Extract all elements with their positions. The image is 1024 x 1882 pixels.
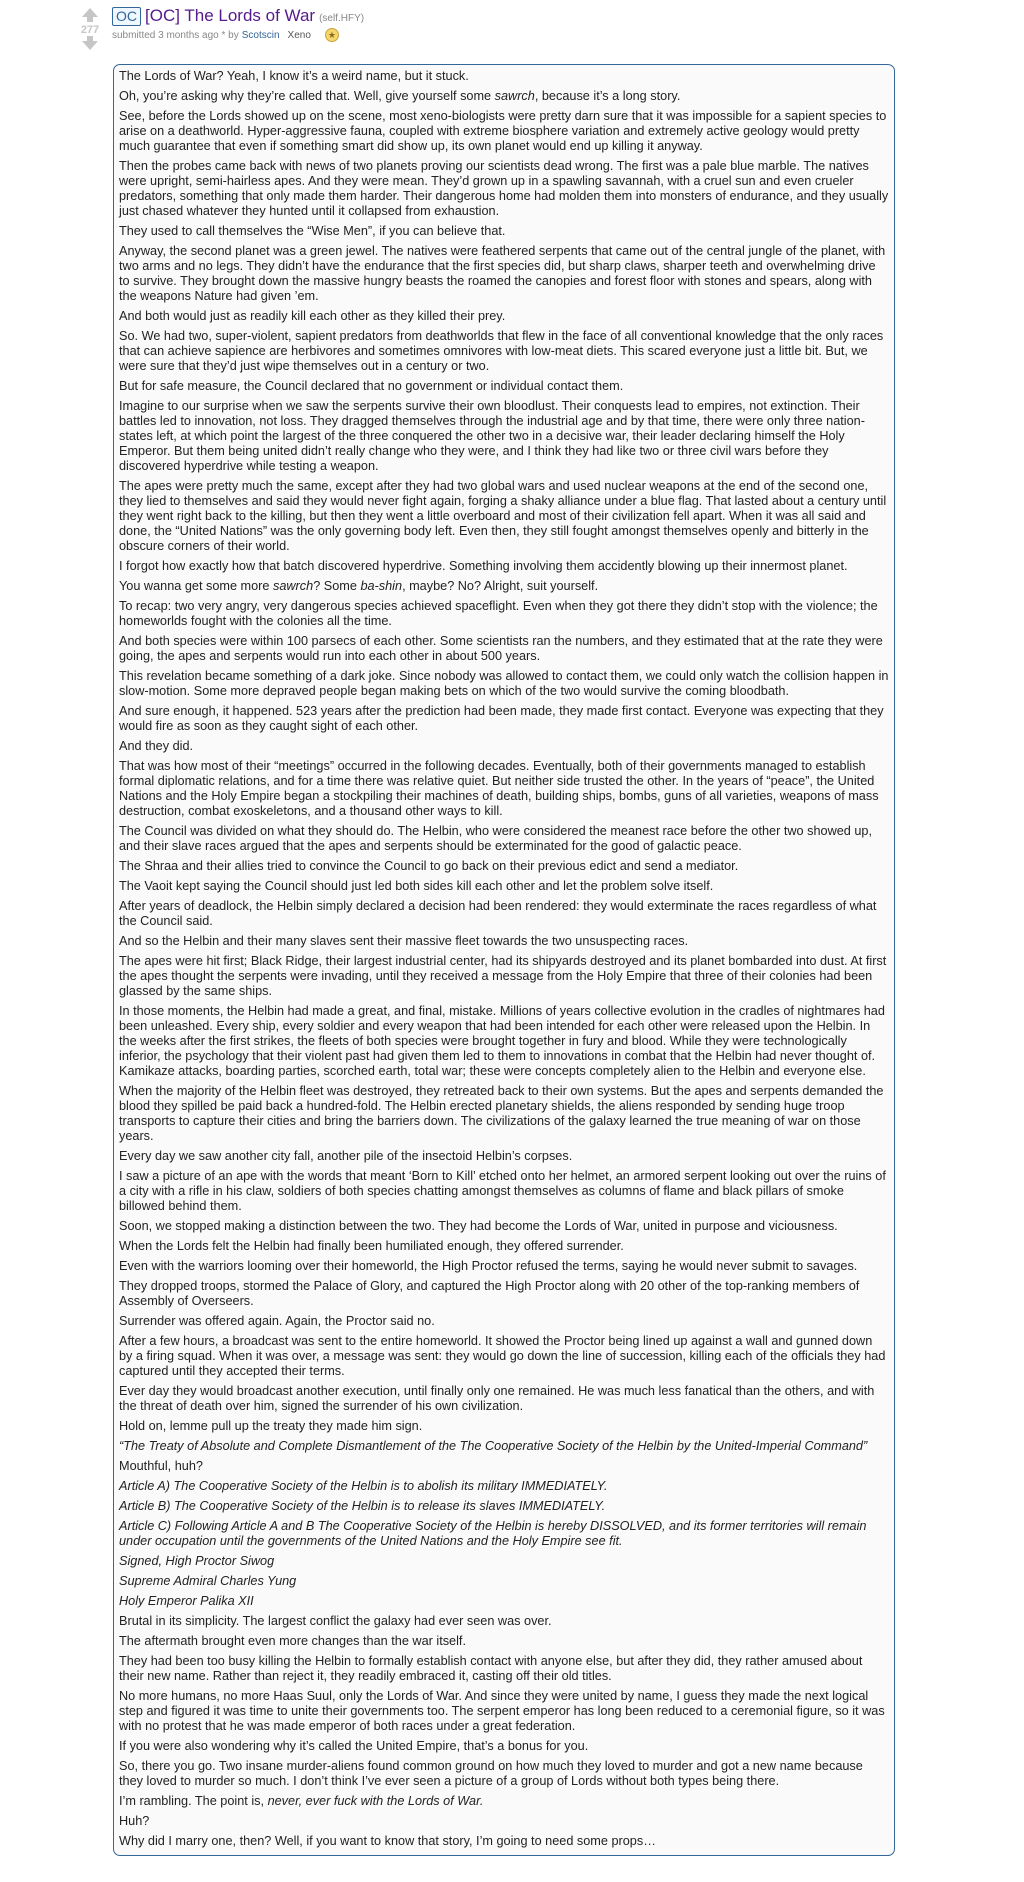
paragraph: I saw a picture of an ape with the words that meant ‘Born to Kill’ etched onto her helmet, an armored serpent looking out over the ruins of a city with a rifle in his claw, soldiers of both species chatting amongst themselves as columns of flame and black pillars of smoke billowed behind them. (119, 1169, 886, 1213)
paragraph: The Council was divided on what they should do. The Helbin, who were considered the meanest race before the other two showed up, and their slave races argued that the apes and serpents should be exterminated for the good of galactic peace. (119, 824, 873, 853)
downvote-arrow-icon[interactable] (82, 41, 98, 50)
score: 277 (80, 24, 100, 36)
treaty-signature: Signed, High Proctor Siwog (119, 1554, 275, 1568)
vote-column (78, 8, 102, 50)
gold-star-icon[interactable]: ★ (325, 28, 339, 42)
paragraph: So. We had two, super-violent, sapient predators from deathworlds that flew in the face of all conventional knowledge that the only races that can achieve sapience are herbivores and sometimes omnivores with low-meat diets. This scared everyone just a little bit. But, we were sure that they’d just wipe themselves out in a century or two. (119, 329, 884, 373)
treaty-article: Article B) The Cooperative Society of the Helbin is to release its slaves IMMEDIATELY. (119, 1499, 606, 1513)
post-domain[interactable]: (self.HFY) (319, 13, 365, 24)
paragraph: After years of deadlock, the Helbin simply declared a decision had been rendered: they would exterminate the races regardless of what the Council said. (119, 899, 877, 928)
paragraph: Why did I marry one, then? Well, if you want to know that story, I’m going to need some props… (119, 1834, 656, 1848)
paragraph: Soon, we stopped making a distinction between the two. They had become the Lords of War, united in purpose and viciousness. (119, 1219, 838, 1233)
paragraph: Anyway, the second planet was a green jewel. The natives were feathered serpents that came out of the central jungle of the planet, with two arms and no legs. They didn’t have the endurance that the first species did, but sharp claws, sharper teeth and overwhelming drive to survive. They brought down the massive hungry beasts the roamed the canopies and forest floor with stones and spears, along with the weapons Nature had given ’em. (119, 244, 886, 303)
author-flair: Xeno (287, 29, 311, 41)
title-line (112, 6, 364, 26)
paragraph: Mouthful, huh? (119, 1459, 203, 1473)
paragraph: That was how most of their “meetings” occurred in the following decades. Eventually, both of their governments managed to establish formal diplomatic relations, and for a time there was relative quiet. But neither side trusted the other. In the years of “peace”, the United Nations and the Holy Empire began a stockpiling their machines of death, building ships, bombs, guns of all varieties, weapons of mass destruction, combat exoskeletons, and a thousand other ways to kill. (119, 759, 879, 818)
paragraph: And both would just as readily kill each other as they killed their prey. (119, 309, 506, 323)
paragraph: But for safe measure, the Council declared that no government or individual contact them. (119, 379, 624, 393)
paragraph: The aftermath brought even more changes than the war itself. (119, 1634, 466, 1648)
paragraph: Oh, you’re asking why they’re called that. Well, give yourself some sawrch, because it’s a long story. (119, 89, 681, 103)
paragraph: To recap: two very angry, very dangerous species achieved spaceflight. Even when they got there they didn’t stop with the violence; the homeworlds fought with the colonies all the time. (119, 599, 878, 628)
paragraph: The Lords of War? Yeah, I know it’s a weird name, but it stuck. (119, 69, 469, 83)
paragraph: You wanna get some more sawrch? Some ba-shin, maybe? No? Alright, suit yourself. (119, 579, 599, 593)
post-header (112, 6, 364, 42)
paragraph: They had been too busy killing the Helbin to formally establish contact with anyone else, but after they did, they rather amused about their new name. Rather than reject it, they readily embraced it, casting off their old titles. (119, 1654, 863, 1683)
paragraph: Huh? (119, 1814, 150, 1828)
paragraph: The Vaoit kept saying the Council should just led both sides kill each other and let the problem solve itself. (119, 879, 714, 893)
paragraph: So, there you go. Two insane murder-aliens found common ground on how much they loved to murder and got a new name because they loved to murder so much. I don’t think I’ve ever seen a picture of a group of Lords without both types being there. (119, 1759, 863, 1788)
paragraph: They dropped troops, stormed the Palace of Glory, and captured the High Proctor along with 20 other of the top-ranking members of Assembly of Overseers. (119, 1279, 860, 1308)
paragraph: Even with the warriors looming over their homeworld, the High Proctor refused the terms, saying he would never submit to savages. (119, 1259, 858, 1273)
post-title[interactable]: [OC] The Lords of War (145, 6, 316, 25)
author-link[interactable]: Scotscin (241, 29, 280, 41)
paragraph: Ever day they would broadcast another execution, until finally only one remained. He was much less fanatical than the others, and with the threat of death over him, signed the surrender of his own civilization. (119, 1384, 875, 1413)
tagline (112, 28, 364, 42)
paragraph: If you were also wondering why it’s called the United Empire, that’s a bonus for you. (119, 1739, 589, 1753)
paragraph: When the majority of the Helbin fleet was destroyed, they retreated back to their own systems. But the apes and serpents demanded the blood they spilled be paid back a hundred-fold. The Helbin erected planetary shields, the aliens responded by sending huge troop transports to capture their cities and bring the barriers down. The civilizations of the galaxy learned the true meaning of war on those years. (119, 1084, 884, 1143)
paragraph: The Shraa and their allies tried to convince the Council to go back on their previous edict and send a mediator. (119, 859, 739, 873)
paragraph: In those moments, the Helbin had made a great, and final, mistake. Millions of years collective evolution in the cradles of nightmares had been unleashed. Every ship, every soldier and every weapon that had been intended for each other were released upon the Helbin. In the weeks after the first strikes, the fleets of both species were brought together in fury and blood. While they were technologically inferior, the psychology that their violent past had given them led to them to innovations in combat that the Helbin had never thought of. Kamikaze attacks, boarding parties, scorched earth, total war; these were concepts completely alien to the Helbin and everyone else. (119, 1004, 885, 1078)
paragraph: And sure enough, it happened. 523 years after the prediction had been made, they made first contact. Everyone was expecting that they would fire as soon as they caught sight of each other. (119, 704, 884, 733)
treaty-article: Article C) Following Article A and B The Cooperative Society of the Helbin is hereby DISSOLVED, and its former territories will remain under occupation until the governments of the United Nations and the Holy Empire see fit. (119, 1519, 867, 1548)
paragraph: Surrender was offered again. Again, the Proctor said no. (119, 1314, 435, 1328)
post-body (113, 64, 895, 1856)
paragraph: Imagine to our surprise when we saw the serpents survive their own bloodlust. Their conquests lead to empires, not extinction. Their battles led to innovation, not loss. They dragged themselves through the industrial age and by that time, there were only three nation-states left, at which point the largest of the three conquered the other two in a decisive war, their leader declaring himself the Holy Emperor. But them being united didn’t really change who they were, and I think they had like two or three civil wars before they discovered hyperdrive while testing a weapon. (119, 399, 865, 473)
upvote-arrow-icon[interactable] (82, 8, 98, 17)
paragraph: Hold on, lemme pull up the treaty they made him sign. (119, 1419, 423, 1433)
paragraph: See, before the Lords showed up on the scene, most xeno-biologists were pretty darn sure that it was impossible for a sapient species to arise on a deathworld. Hyper-aggressive fauna, coupled with extreme biosphere variation and extremely active geology would pretty much guarantee that even if something smart did show up, its own planet would end up killing it anyway. (119, 109, 887, 153)
paragraph: No more humans, no more Haas Suul, only the Lords of War. And since they were united by name, I guess they made the next logical step and figured it was time to unite their governments too. The serpent emperor has long been reduced to a ceremonial figure, so it was with no protest that he was made emperor of both races under a great federation. (119, 1689, 885, 1733)
treaty-title: “The Treaty of Absolute and Complete Dismantlement of the The Cooperative Society of the Helbin by the United-Imperial Command” (119, 1439, 868, 1453)
paragraph: And so the Helbin and their many slaves sent their massive fleet towards the two unsuspecting races. (119, 934, 689, 948)
paragraph: The apes were hit first; Black Ridge, their largest industrial center, had its shipyards destroyed and its planet bombarded into dust. At first the apes thought the serpents were invading, until they received a message from the Holy Empire that three of their colonies had been glassed by the same ships. (119, 954, 887, 998)
paragraph: I’m rambling. The point is, never, ever fuck with the Lords of War. (119, 1794, 484, 1808)
paragraph: Every day we saw another city fall, another pile of the insectoid Helbin’s corpses. (119, 1149, 573, 1163)
link-flair[interactable]: OC (112, 7, 141, 26)
paragraph: And they did. (119, 739, 194, 753)
treaty-signature: Supreme Admiral Charles Yung (119, 1574, 297, 1588)
treaty-signature: Holy Emperor Palika XII (119, 1594, 254, 1608)
paragraph: This revelation became something of a dark joke. Since nobody was allowed to contact them, we could only watch the collision happen in slow-motion. Some more depraved people began making bets on which of the two would survive the coming bloodbath. (119, 669, 889, 698)
paragraph: When the Lords felt the Helbin had finally been humiliated enough, they offered surrender. (119, 1239, 624, 1253)
submitted-text: submitted 3 months ago * by (112, 29, 239, 41)
paragraph: They used to call themselves the “Wise Men”, if you can believe that. (119, 224, 506, 238)
paragraph: Then the probes came back with news of two planets proving our scientists dead wrong. The first was a pale blue marble. The natives were upright, semi-hairless apes. And they were mean. They’d grown up in a spawling savannah, with a cruel sun and even crueler predators, something that only made them harder. Their dangerous home had molden them into monsters of endurance, and they usually just chased whatever they hunted until it collapsed from exhaustion. (119, 159, 889, 218)
paragraph: And both species were within 100 parsecs of each other. Some scientists ran the numbers, and they estimated that at the rate they were going, the apes and serpents would run into each other in about 500 years. (119, 634, 883, 663)
paragraph: The apes were pretty much the same, except after they had two global wars and used nuclear weapons at the end of the second one, they lied to themselves and said they would never fight again, forging a shaky alliance under a blue flag. That lasted about a century until they went right back to the killing, but then they went a little overboard and most of their civilization fell apart. When it was all said and done, the “United Nations” was the only governing body left. Even then, they still fought amongst themselves openly and bitterly in the obscure corners of their world. (119, 479, 887, 553)
paragraph: I forgot how exactly how that batch discovered hyperdrive. Something involving them accidently blowing up their innermost planet. (119, 559, 848, 573)
paragraph: Brutal in its simplicity. The largest conflict the galaxy had ever seen was over. (119, 1614, 552, 1628)
treaty-article: Article A) The Cooperative Society of the Helbin is to abolish its military IMMEDIATELY. (119, 1479, 608, 1493)
paragraph: After a few hours, a broadcast was sent to the entire homeworld. It showed the Proctor being lined up against a wall and gunned down by a firing squad. When it was over, a message was sent: they would go down the line of succession, killing each of the officials they had captured until they accepted their terms. (119, 1334, 886, 1378)
